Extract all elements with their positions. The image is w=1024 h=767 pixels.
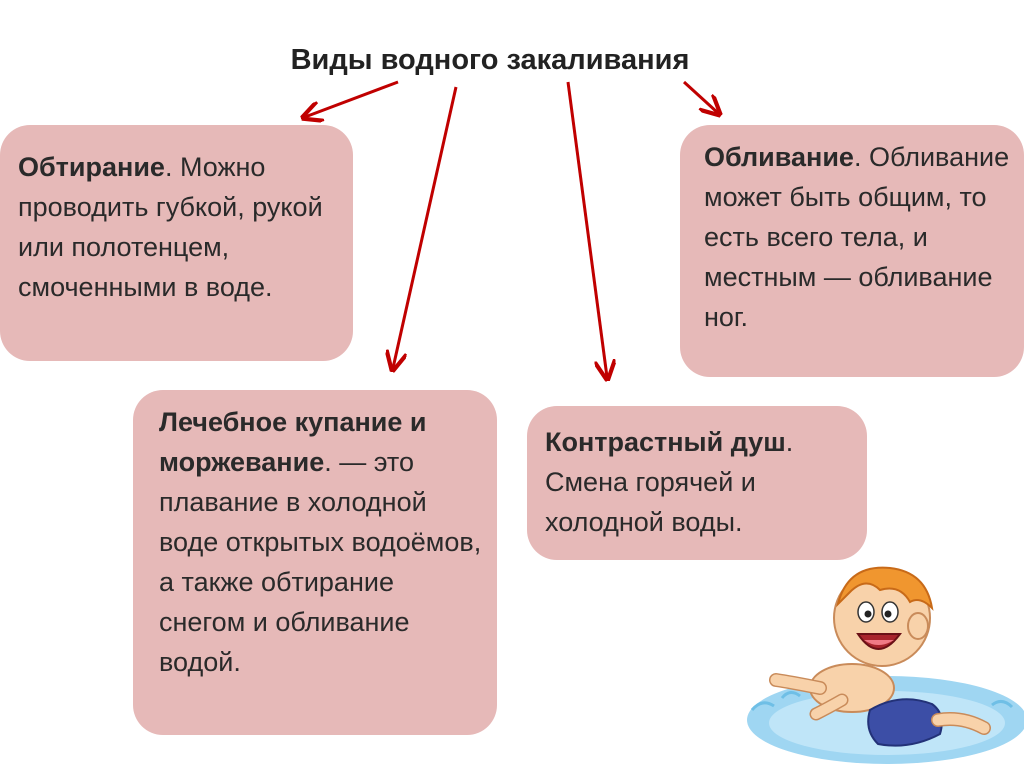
box-dush [527, 406, 867, 560]
box-dush-heading: Контрастный душ [545, 427, 786, 457]
box-obtiranie-text: . Можно проводить губкой, рукой или полотенцем, смоченными в воде. [18, 152, 323, 302]
box-obtiranie-heading: Обтирание [18, 152, 165, 182]
arrow-to-dush [568, 82, 607, 377]
diagram-title: Виды водного закаливания [290, 44, 690, 76]
swimming-child-icon [742, 560, 1024, 767]
arrow-to-kupanie [393, 87, 456, 368]
box-kupanie-heading: Лечебное купание и моржевание [159, 407, 427, 477]
arrow-to-oblivanie [684, 82, 718, 113]
box-kupanie [133, 390, 497, 735]
arrow-to-obtiranie [305, 82, 398, 117]
box-oblivanie-text: . Обливание может быть общим, то есть всего тела, и местным — обливание ног. [704, 142, 1010, 332]
box-kupanie-text: . — это плавание в холодной воде открытых водоёмов, а также обтирание снегом и обливание водой. [159, 447, 482, 677]
child-shorts [868, 699, 942, 745]
box-dush-text: . Смена горячей и холодной воды. [545, 427, 794, 537]
box-obtiranie [0, 125, 353, 361]
box-oblivanie-heading: Обливание [704, 142, 854, 172]
box-oblivanie [680, 125, 1024, 377]
